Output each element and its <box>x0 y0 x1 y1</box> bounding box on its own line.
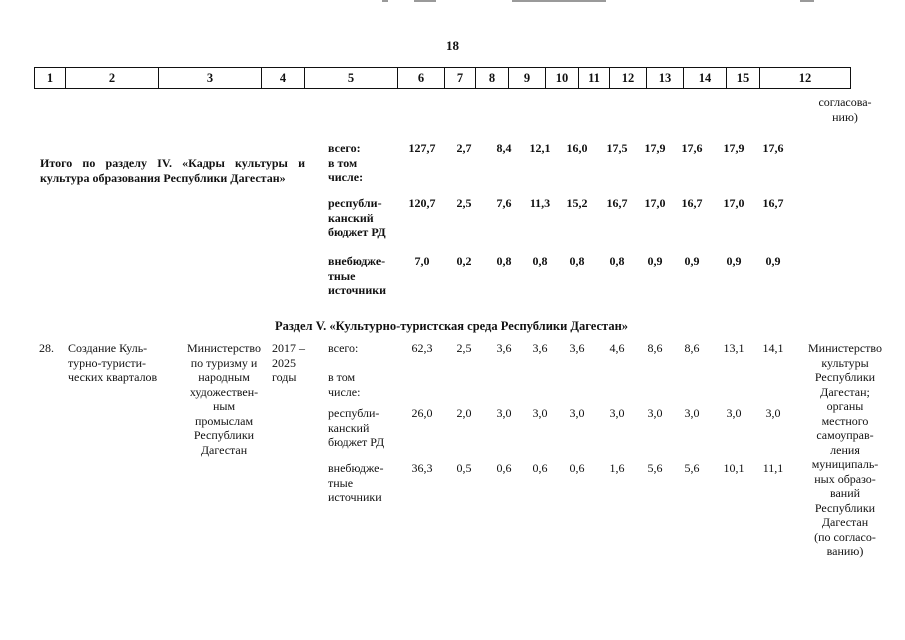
scan-artifact <box>512 0 606 2</box>
page-number: 18 <box>446 38 459 53</box>
header-cell-1: 1 <box>35 68 66 89</box>
value-cell: 0,9 <box>765 254 781 268</box>
value-cell: 0,8 <box>609 254 625 268</box>
value-cell: 2,0 <box>456 406 472 420</box>
value-cell: 8,6 <box>647 341 663 355</box>
value-cell: 5,6 <box>647 461 663 475</box>
row-label: в том числе: <box>328 370 361 399</box>
value-cell: 3,6 <box>532 341 548 355</box>
header-cell-8: 8 <box>476 68 509 89</box>
header-cell-15: 15 <box>727 68 760 89</box>
value-cell: 16,7 <box>606 196 628 210</box>
value-cell: 0,9 <box>726 254 742 268</box>
row-label: республи- канский бюджет РД <box>328 196 386 239</box>
scan-artifact <box>800 0 814 2</box>
value-cell: 8,4 <box>496 141 512 155</box>
item-executor: Министерство по туризму и народным художествен- ным промыслам Республики Дагестан <box>187 341 261 457</box>
item-number: 28. <box>39 341 54 355</box>
value-cell: 0,9 <box>684 254 700 268</box>
value-cell: 15,2 <box>566 196 588 210</box>
header-cell-14: 14 <box>684 68 727 89</box>
header-cell-9: 9 <box>509 68 546 89</box>
value-cell: 3,0 <box>647 406 663 420</box>
header-cell-6: 6 <box>398 68 445 89</box>
value-cell: 17,6 <box>681 141 703 155</box>
value-cell: 16,0 <box>566 141 588 155</box>
continued-note: согласова- нию) <box>818 95 872 124</box>
header-cell-10: 10 <box>546 68 579 89</box>
value-cell: 8,6 <box>684 341 700 355</box>
value-cell: 12,1 <box>529 141 551 155</box>
value-cell: 16,7 <box>762 196 784 210</box>
value-cell: 3,0 <box>765 406 781 420</box>
value-cell: 17,0 <box>644 196 666 210</box>
value-cell: 0,8 <box>496 254 512 268</box>
header-cell-3: 3 <box>159 68 262 89</box>
value-cell: 4,6 <box>609 341 625 355</box>
value-cell: 13,1 <box>723 341 745 355</box>
header-cell-2: 2 <box>66 68 159 89</box>
value-cell: 0,8 <box>532 254 548 268</box>
value-cell: 3,0 <box>684 406 700 420</box>
value-cell: 3,6 <box>496 341 512 355</box>
section4-total-title <box>40 141 305 186</box>
row-label: внебюдже- тные источники <box>328 461 384 504</box>
value-cell: 14,1 <box>762 341 784 355</box>
section5-heading: Раздел V. «Культурно-туристская среда Республики Дагестан» <box>275 319 629 333</box>
value-cell: 3,0 <box>569 406 585 420</box>
value-cell: 3,0 <box>726 406 742 420</box>
value-cell: 1,6 <box>609 461 625 475</box>
header-cell-5: 5 <box>305 68 398 89</box>
value-cell: 0,8 <box>569 254 585 268</box>
value-cell: 26,0 <box>411 406 433 420</box>
value-cell: 17,0 <box>723 196 745 210</box>
row-label: всего: в том числе: <box>328 141 364 184</box>
value-cell: 0,5 <box>456 461 472 475</box>
value-cell: 0,6 <box>496 461 512 475</box>
value-cell: 120,7 <box>408 196 436 210</box>
value-cell: 3,0 <box>532 406 548 420</box>
value-cell: 62,3 <box>411 341 433 355</box>
item-period: 2017 – 2025 годы <box>272 341 305 384</box>
value-cell: 0,6 <box>532 461 548 475</box>
header-cell-4: 4 <box>262 68 305 89</box>
item-coexecutor: Министерство культуры Республики Дагестан; органы местного самоуправ- ления муниципаль- ных образо- ваний Республики Дагестан (по согласо- ванию) <box>808 341 882 558</box>
scan-artifact <box>382 0 388 2</box>
value-cell: 2,5 <box>456 196 472 210</box>
value-cell: 11,3 <box>529 196 551 210</box>
value-cell: 127,7 <box>408 141 436 155</box>
section4-total-title-text: Итого по разделу IV. «Кадры культуры и культура образования Республики Дагестан» <box>40 156 305 185</box>
value-cell: 3,0 <box>496 406 512 420</box>
header-cell-13: 13 <box>647 68 684 89</box>
row-label: внебюдже- тные источники <box>328 254 387 297</box>
value-cell: 17,6 <box>762 141 784 155</box>
header-cell-16: 12 <box>760 68 851 89</box>
value-cell: 0,9 <box>647 254 663 268</box>
value-cell: 10,1 <box>723 461 745 475</box>
value-cell: 17,5 <box>606 141 628 155</box>
header-cell-12: 12 <box>610 68 647 89</box>
row-label: республи- канский бюджет РД <box>328 406 385 449</box>
header-cell-7: 7 <box>445 68 476 89</box>
value-cell: 0,6 <box>569 461 585 475</box>
value-cell: 36,3 <box>411 461 433 475</box>
column-number-header <box>34 67 851 89</box>
scan-artifact <box>414 0 436 2</box>
value-cell: 0,2 <box>456 254 472 268</box>
value-cell: 3,6 <box>569 341 585 355</box>
value-cell: 17,9 <box>644 141 666 155</box>
row-label: всего: <box>328 341 359 355</box>
value-cell: 3,0 <box>609 406 625 420</box>
value-cell: 5,6 <box>684 461 700 475</box>
value-cell: 11,1 <box>762 461 784 475</box>
value-cell: 2,7 <box>456 141 472 155</box>
value-cell: 7,6 <box>496 196 512 210</box>
header-cell-11: 11 <box>579 68 610 89</box>
value-cell: 7,0 <box>414 254 430 268</box>
item-name: Создание Куль- турно-туристи- ческих кварталов <box>68 341 158 384</box>
value-cell: 16,7 <box>681 196 703 210</box>
value-cell: 17,9 <box>723 141 745 155</box>
value-cell: 2,5 <box>456 341 472 355</box>
